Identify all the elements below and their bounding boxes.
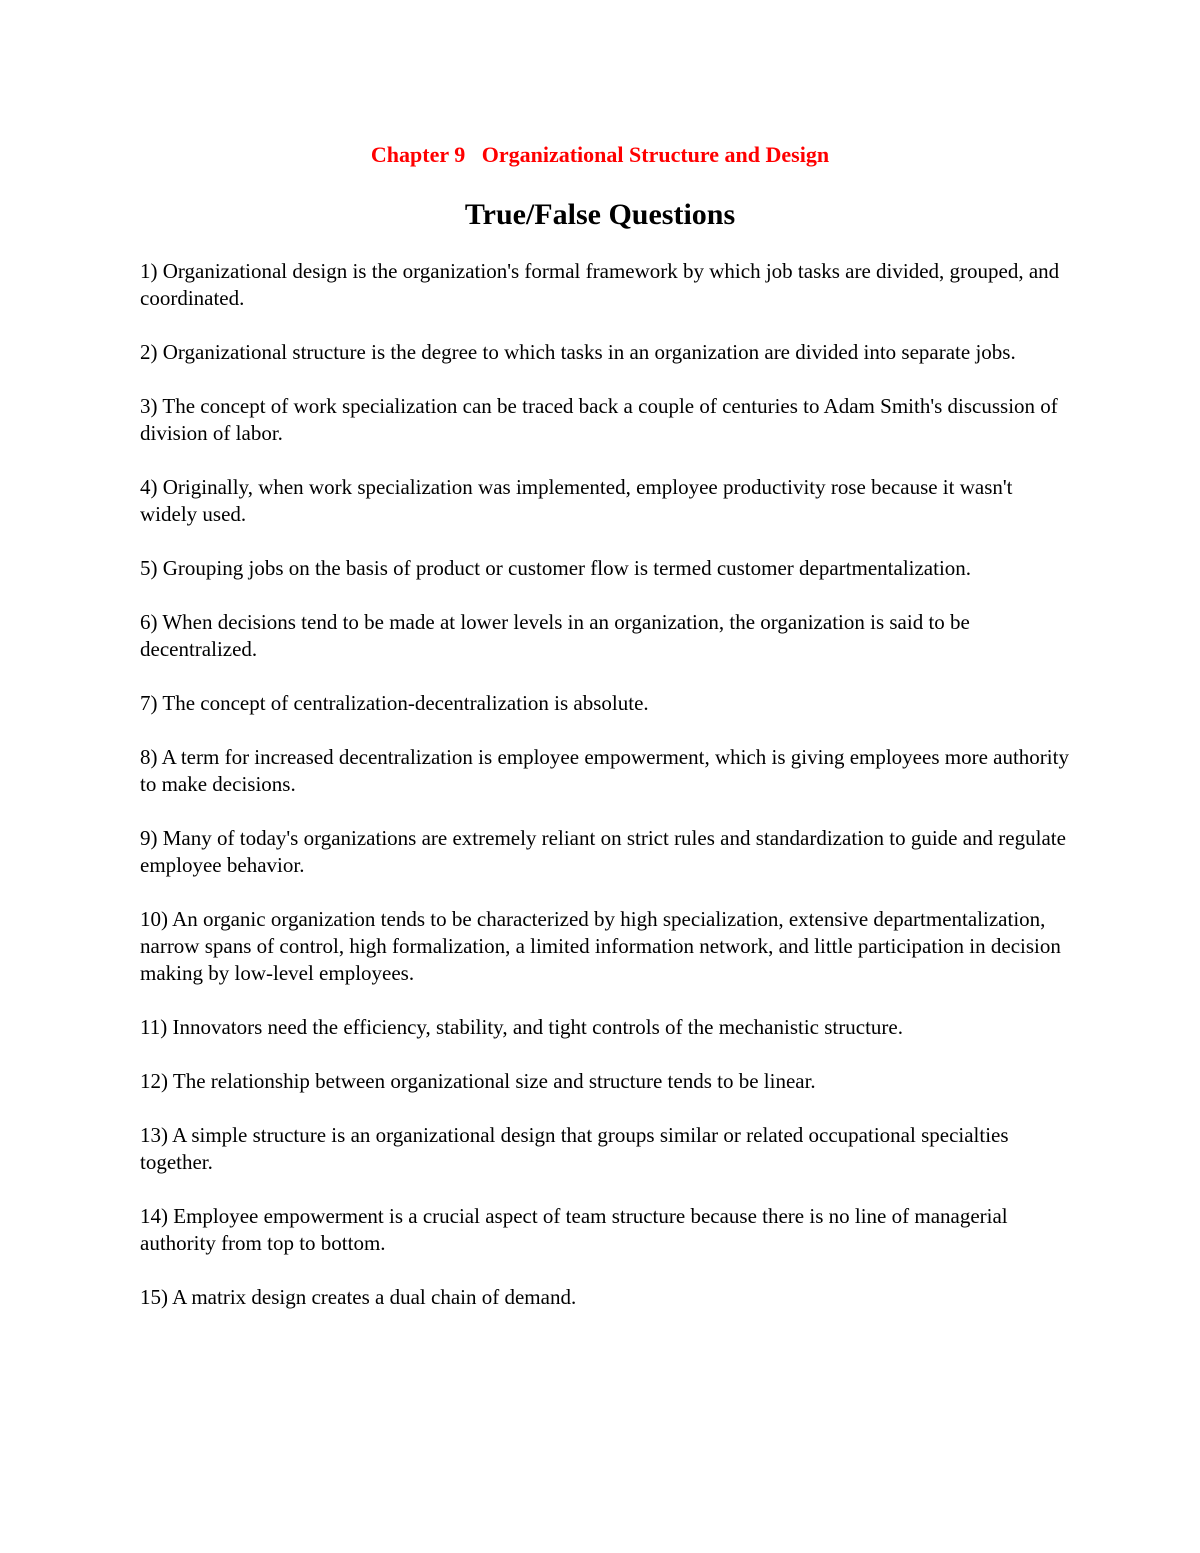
question-item: 8) A term for increased decentralization is employee empowerment, which is giving employees more authority to make decisions. [140, 745, 1069, 796]
question-item: 1) Organizational design is the organization's formal framework by which job tasks are divided, grouped, and coordinated. [140, 259, 1060, 310]
question-item: 2) Organizational structure is the degree to which tasks in an organization are divided into separate jobs. [140, 340, 1016, 364]
question-list [140, 258, 1070, 1338]
question-item: 6) When decisions tend to be made at lower levels in an organization, the organization is said to be decentralized. [140, 610, 970, 661]
question-item: 13) A simple structure is an organizational design that groups similar or related occupational specialties together. [140, 1123, 1009, 1174]
question-item: 12) The relationship between organizational size and structure tends to be linear. [140, 1069, 816, 1093]
question-item: 10) An organic organization tends to be characterized by high specialization, extensive departmentalization, narrow spans of control, high formalization, a limited information network, and little participation in decision making by low-level employees. [140, 907, 1061, 985]
question-item: 4) Originally, when work specialization was implemented, employee productivity rose because it wasn't widely used. [140, 475, 1013, 526]
question-item: 7) The concept of centralization-decentralization is absolute. [140, 691, 649, 715]
section-title: True/False Questions [464, 198, 736, 231]
chapter-title: Chapter 9 Organizational Structure and Design [370, 142, 830, 167]
question-item: 14) Employee empowerment is a crucial aspect of team structure because there is no line of managerial authority from top to bottom. [140, 1204, 1008, 1255]
question-item: 11) Innovators need the efficiency, stability, and tight controls of the mechanistic structure. [140, 1015, 903, 1039]
question-item: 9) Many of today's organizations are extremely reliant on strict rules and standardization to guide and regulate employee behavior. [140, 826, 1066, 877]
question-item: 3) The concept of work specialization can be traced back a couple of centuries to Adam Smith's discussion of division of labor. [140, 394, 1058, 445]
question-item: 5) Grouping jobs on the basis of product or customer flow is termed customer departmentalization. [140, 556, 972, 580]
question-item: 15) A matrix design creates a dual chain of demand. [140, 1285, 577, 1309]
